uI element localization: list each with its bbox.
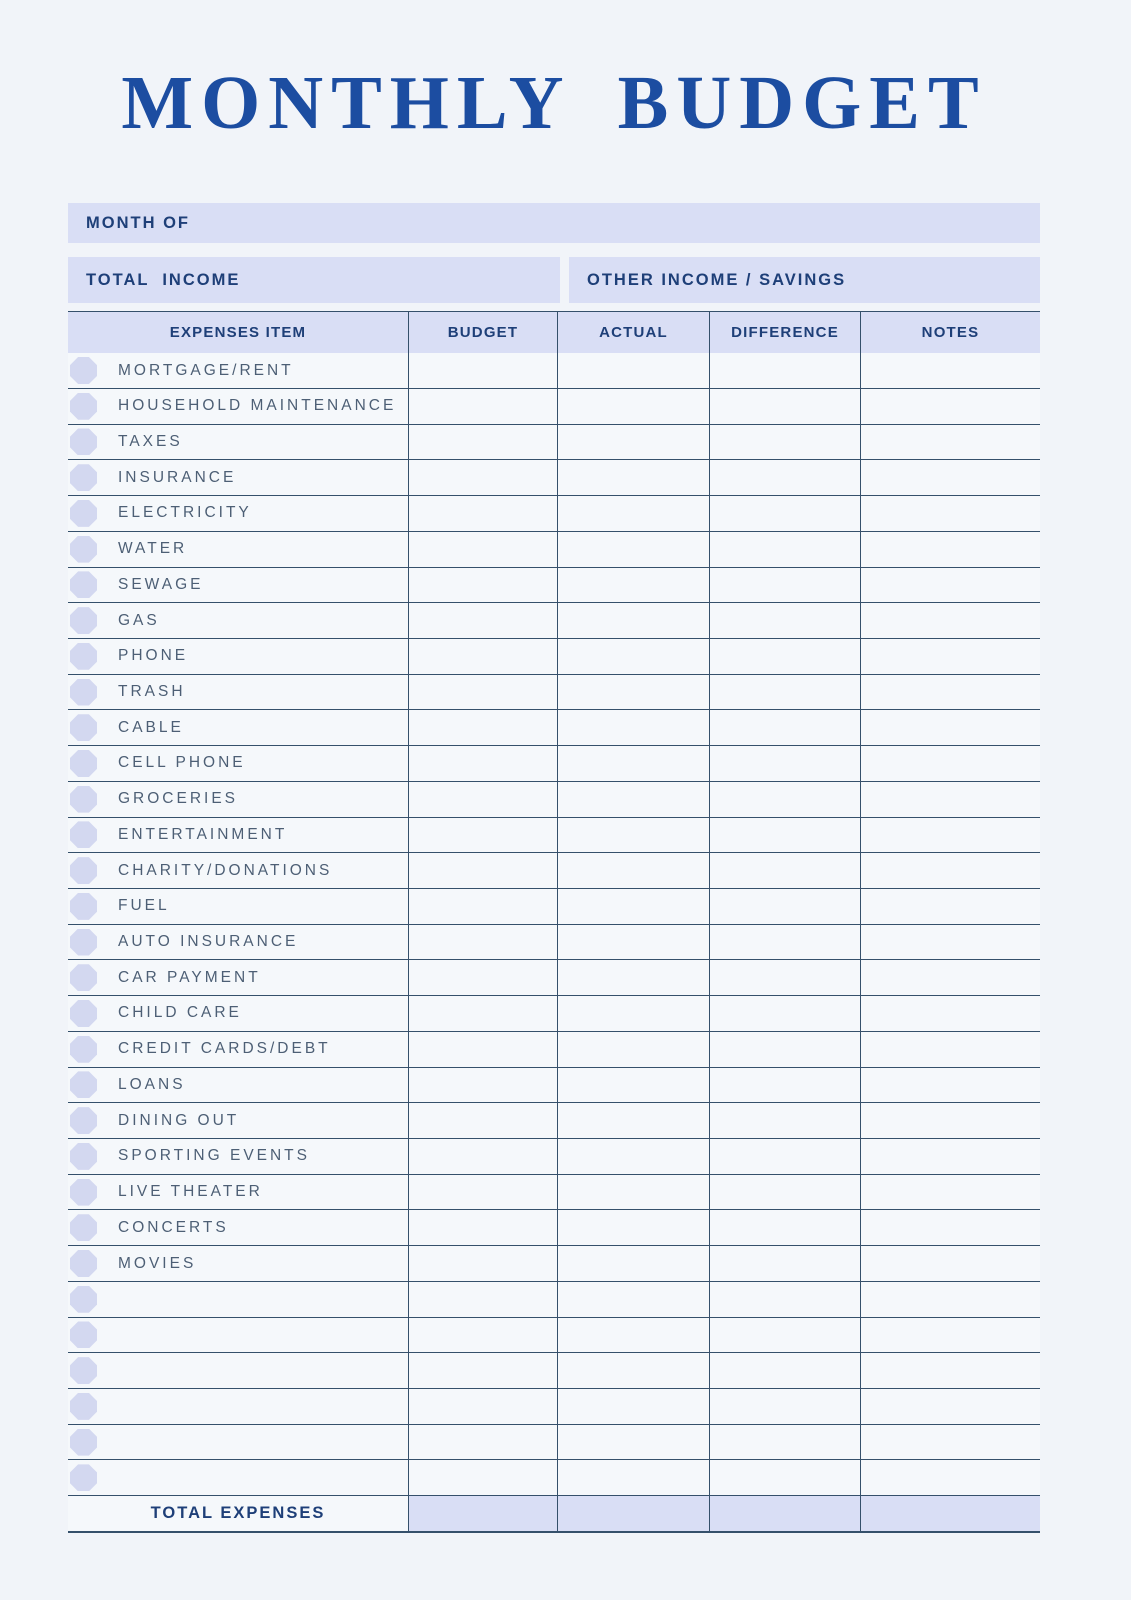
bullet-icon <box>70 357 97 384</box>
expense-item-label: PHONE <box>118 647 189 665</box>
total-difference-cell[interactable] <box>709 1496 860 1531</box>
notes-cell[interactable] <box>860 639 1040 674</box>
difference-cell[interactable] <box>709 1282 860 1317</box>
expense-row <box>68 925 1040 961</box>
budget-cell[interactable] <box>408 496 557 531</box>
difference-cell[interactable] <box>709 639 860 674</box>
expense-item-label: CHILD CARE <box>118 1004 242 1022</box>
notes-cell[interactable] <box>860 782 1040 817</box>
expense-item-label: ELECTRICITY <box>118 504 252 522</box>
expense-item-label: SEWAGE <box>118 575 204 593</box>
actual-cell[interactable] <box>557 496 709 531</box>
other-income-label: OTHER INCOME / SAVINGS <box>587 270 847 289</box>
expense-row <box>68 639 1040 675</box>
difference-cell[interactable] <box>709 1353 860 1388</box>
budget-cell[interactable] <box>408 1460 557 1495</box>
budget-cell[interactable] <box>408 960 557 995</box>
budget-cell[interactable] <box>408 925 557 960</box>
actual-cell[interactable] <box>557 1103 709 1138</box>
bullet-icon <box>70 821 97 848</box>
actual-cell[interactable] <box>557 460 709 495</box>
notes-cell[interactable] <box>860 1175 1040 1210</box>
expense-item-cell <box>68 996 408 1031</box>
budget-cell[interactable] <box>408 1425 557 1460</box>
empty-expense-row <box>68 1460 1040 1496</box>
bullet-icon <box>70 643 97 670</box>
actual-cell[interactable] <box>557 1246 709 1281</box>
budget-cell[interactable] <box>408 675 557 710</box>
bullet-icon <box>70 964 97 991</box>
difference-cell[interactable] <box>709 996 860 1031</box>
bullet-icon <box>70 750 97 777</box>
empty-expense-row <box>68 1353 1040 1389</box>
expense-item-label: GROCERIES <box>118 790 239 808</box>
notes-cell[interactable] <box>860 710 1040 745</box>
expense-row <box>68 853 1040 889</box>
actual-cell[interactable] <box>557 1389 709 1424</box>
actual-cell[interactable] <box>557 675 709 710</box>
expense-row <box>68 1175 1040 1211</box>
expense-item-cell <box>68 818 408 853</box>
budget-cell[interactable] <box>408 1068 557 1103</box>
bullet-icon <box>70 1214 97 1241</box>
expense-item-cell <box>68 353 408 388</box>
bullet-icon <box>70 536 97 563</box>
header-budget: BUDGET <box>408 312 557 353</box>
actual-cell[interactable] <box>557 1068 709 1103</box>
expense-item-cell <box>68 782 408 817</box>
expense-row <box>68 710 1040 746</box>
actual-cell[interactable] <box>557 818 709 853</box>
budget-cell[interactable] <box>408 568 557 603</box>
expense-item-cell <box>68 1175 408 1210</box>
empty-expense-row <box>68 1389 1040 1425</box>
expense-item-label: GAS <box>118 611 160 629</box>
difference-cell[interactable] <box>709 853 860 888</box>
expense-item-cell <box>68 1210 408 1245</box>
budget-cell[interactable] <box>408 746 557 781</box>
difference-cell[interactable] <box>709 568 860 603</box>
expense-item-label: CABLE <box>118 718 184 736</box>
expense-item-cell <box>68 496 408 531</box>
budget-cell[interactable] <box>408 996 557 1031</box>
total-notes-cell[interactable] <box>860 1496 1040 1531</box>
expense-row <box>68 675 1040 711</box>
bullet-icon <box>70 1357 97 1384</box>
budget-cell[interactable] <box>408 782 557 817</box>
expense-item-label: CHARITY/DONATIONS <box>118 861 333 879</box>
expense-item-label: INSURANCE <box>118 468 237 486</box>
expense-row <box>68 818 1040 854</box>
expense-item-cell <box>68 710 408 745</box>
bullet-icon <box>70 929 97 956</box>
actual-cell[interactable] <box>557 425 709 460</box>
bullet-icon <box>70 1321 97 1348</box>
notes-cell[interactable] <box>860 389 1040 424</box>
budget-cell[interactable] <box>408 853 557 888</box>
expense-item-label: LOANS <box>118 1075 186 1093</box>
expense-item-label: TAXES <box>118 432 183 450</box>
page-title: MONTHLY BUDGET <box>121 61 987 145</box>
expense-item-cell <box>68 1139 408 1174</box>
difference-cell[interactable] <box>709 675 860 710</box>
notes-cell[interactable] <box>860 1068 1040 1103</box>
expense-row <box>68 889 1040 925</box>
expense-row <box>68 425 1040 461</box>
difference-cell[interactable] <box>709 1246 860 1281</box>
expense-item-cell <box>68 603 408 638</box>
actual-cell[interactable] <box>557 1353 709 1388</box>
actual-cell[interactable] <box>557 960 709 995</box>
expense-row <box>68 353 1040 389</box>
month-of-field[interactable] <box>68 203 1040 243</box>
difference-cell[interactable] <box>709 1068 860 1103</box>
actual-cell[interactable] <box>557 710 709 745</box>
budget-cell[interactable] <box>408 532 557 567</box>
budget-cell[interactable] <box>408 1210 557 1245</box>
budget-cell[interactable] <box>408 1103 557 1138</box>
expense-item-cell <box>68 746 408 781</box>
actual-cell[interactable] <box>557 1318 709 1353</box>
difference-cell[interactable] <box>709 1210 860 1245</box>
total-income-label: TOTAL INCOME <box>86 270 241 289</box>
bullet-icon <box>70 428 97 455</box>
bullet-icon <box>70 1464 97 1491</box>
expense-row <box>68 532 1040 568</box>
actual-cell[interactable] <box>557 603 709 638</box>
actual-cell[interactable] <box>557 1139 709 1174</box>
actual-cell[interactable] <box>557 1175 709 1210</box>
difference-cell[interactable] <box>709 1103 860 1138</box>
total-expenses-label: TOTAL EXPENSES <box>150 1504 326 1523</box>
expense-item-label: CELL PHONE <box>118 754 246 772</box>
expense-row <box>68 1032 1040 1068</box>
budget-cell[interactable] <box>408 1246 557 1281</box>
notes-cell[interactable] <box>860 1282 1040 1317</box>
expense-row <box>68 782 1040 818</box>
difference-cell[interactable] <box>709 1460 860 1495</box>
budget-cell[interactable] <box>408 639 557 674</box>
notes-cell[interactable] <box>860 1246 1040 1281</box>
expense-row <box>68 1246 1040 1282</box>
budget-cell[interactable] <box>408 1353 557 1388</box>
expense-item-label: DINING OUT <box>118 1111 240 1129</box>
actual-cell[interactable] <box>557 568 709 603</box>
total-income-field[interactable] <box>68 257 560 303</box>
expense-item-cell <box>68 1318 408 1353</box>
notes-cell[interactable] <box>860 496 1040 531</box>
empty-expense-row <box>68 1282 1040 1318</box>
actual-cell[interactable] <box>557 639 709 674</box>
budget-cell[interactable] <box>408 889 557 924</box>
actual-cell[interactable] <box>557 1032 709 1067</box>
bullet-icon <box>70 1036 97 1063</box>
notes-cell[interactable] <box>860 996 1040 1031</box>
expense-row <box>68 960 1040 996</box>
bullet-icon <box>70 1286 97 1313</box>
bullet-icon <box>70 893 97 920</box>
expense-item-label: HOUSEHOLD MAINTENANCE <box>118 397 397 415</box>
expense-row <box>68 1068 1040 1104</box>
bullet-icon <box>70 679 97 706</box>
expense-rows <box>68 353 1040 1496</box>
expense-row <box>68 1210 1040 1246</box>
difference-cell[interactable] <box>709 1318 860 1353</box>
expense-item-cell <box>68 1460 408 1495</box>
expense-item-cell <box>68 1389 408 1424</box>
expense-row <box>68 1103 1040 1139</box>
difference-cell[interactable] <box>709 782 860 817</box>
expense-item-cell <box>68 1068 408 1103</box>
expense-item-cell <box>68 568 408 603</box>
other-income-field[interactable] <box>569 257 1040 303</box>
difference-cell[interactable] <box>709 960 860 995</box>
expense-item-label: LIVE THEATER <box>118 1183 263 1201</box>
expense-item-cell <box>68 1246 408 1281</box>
expenses-table <box>68 311 1040 1533</box>
notes-cell[interactable] <box>860 425 1040 460</box>
expense-item-cell <box>68 1032 408 1067</box>
expense-item-label: AUTO INSURANCE <box>118 933 299 951</box>
header-actual: ACTUAL <box>557 312 709 353</box>
empty-expense-row <box>68 1425 1040 1461</box>
actual-cell[interactable] <box>557 1460 709 1495</box>
budget-cell[interactable] <box>408 425 557 460</box>
budget-cell[interactable] <box>408 1389 557 1424</box>
expense-row <box>68 460 1040 496</box>
difference-cell[interactable] <box>709 603 860 638</box>
expense-item-cell <box>68 925 408 960</box>
notes-cell[interactable] <box>860 853 1040 888</box>
notes-cell[interactable] <box>860 460 1040 495</box>
actual-cell[interactable] <box>557 782 709 817</box>
header-notes: NOTES <box>860 312 1040 353</box>
expense-item-cell <box>68 460 408 495</box>
notes-cell[interactable] <box>860 960 1040 995</box>
income-row <box>68 257 1040 303</box>
notes-cell[interactable] <box>860 746 1040 781</box>
difference-cell[interactable] <box>709 532 860 567</box>
bullet-icon <box>70 1143 97 1170</box>
notes-cell[interactable] <box>860 1032 1040 1067</box>
expense-item-cell <box>68 532 408 567</box>
notes-cell[interactable] <box>860 818 1040 853</box>
budget-cell[interactable] <box>408 389 557 424</box>
budget-cell[interactable] <box>408 710 557 745</box>
actual-cell[interactable] <box>557 853 709 888</box>
actual-cell[interactable] <box>557 746 709 781</box>
budget-cell[interactable] <box>408 353 557 388</box>
expense-item-label: CREDIT CARDS/DEBT <box>118 1040 331 1058</box>
expense-row <box>68 496 1040 532</box>
bullet-icon <box>70 1000 97 1027</box>
notes-cell[interactable] <box>860 1210 1040 1245</box>
bullet-icon <box>70 607 97 634</box>
budget-cell[interactable] <box>408 1032 557 1067</box>
expense-item-label: FUEL <box>118 897 170 915</box>
budget-cell[interactable] <box>408 1318 557 1353</box>
bullet-icon <box>70 1393 97 1420</box>
difference-cell[interactable] <box>709 353 860 388</box>
notes-cell[interactable] <box>860 1425 1040 1460</box>
notes-cell[interactable] <box>860 353 1040 388</box>
budget-cell[interactable] <box>408 603 557 638</box>
expense-item-cell <box>68 425 408 460</box>
difference-cell[interactable] <box>709 1139 860 1174</box>
expense-row <box>68 1139 1040 1175</box>
expense-item-cell <box>68 889 408 924</box>
notes-cell[interactable] <box>860 532 1040 567</box>
bullet-icon <box>70 571 97 598</box>
difference-cell[interactable] <box>709 460 860 495</box>
expense-item-cell <box>68 1425 408 1460</box>
notes-cell[interactable] <box>860 925 1040 960</box>
notes-cell[interactable] <box>860 1318 1040 1353</box>
expense-item-cell <box>68 1353 408 1388</box>
expense-row <box>68 746 1040 782</box>
expense-item-cell <box>68 853 408 888</box>
notes-cell[interactable] <box>860 1353 1040 1388</box>
actual-cell[interactable] <box>557 1210 709 1245</box>
difference-cell[interactable] <box>709 1425 860 1460</box>
header-expenses-item: EXPENSES ITEM <box>169 324 307 342</box>
actual-cell[interactable] <box>557 925 709 960</box>
bullet-icon <box>70 857 97 884</box>
expense-item-label: CONCERTS <box>118 1218 229 1236</box>
total-expenses-label-cell <box>68 1496 408 1531</box>
notes-cell[interactable] <box>860 603 1040 638</box>
total-expenses-row <box>68 1496 1040 1533</box>
budget-cell[interactable] <box>408 1282 557 1317</box>
bullet-icon <box>70 786 97 813</box>
empty-expense-row <box>68 1318 1040 1354</box>
notes-cell[interactable] <box>860 889 1040 924</box>
expense-item-label: MOVIES <box>118 1254 197 1272</box>
expense-item-cell <box>68 675 408 710</box>
month-of-label: MONTH OF <box>86 213 190 232</box>
difference-cell[interactable] <box>709 889 860 924</box>
total-actual-cell[interactable] <box>557 1496 709 1531</box>
expense-item-cell <box>68 639 408 674</box>
actual-cell[interactable] <box>557 353 709 388</box>
expense-item-cell <box>68 389 408 424</box>
notes-cell[interactable] <box>860 568 1040 603</box>
difference-cell[interactable] <box>709 389 860 424</box>
header-difference: DIFFERENCE <box>709 312 860 353</box>
expense-row <box>68 568 1040 604</box>
expense-item-label: TRASH <box>118 683 186 701</box>
bullet-icon <box>70 393 97 420</box>
difference-cell[interactable] <box>709 710 860 745</box>
actual-cell[interactable] <box>557 996 709 1031</box>
table-header-row <box>68 311 1040 353</box>
actual-cell[interactable] <box>557 532 709 567</box>
expense-item-cell <box>68 1282 408 1317</box>
difference-cell[interactable] <box>709 496 860 531</box>
difference-cell[interactable] <box>709 425 860 460</box>
notes-cell[interactable] <box>860 1103 1040 1138</box>
expense-row <box>68 389 1040 425</box>
difference-cell[interactable] <box>709 818 860 853</box>
actual-cell[interactable] <box>557 1282 709 1317</box>
expense-item-cell <box>68 960 408 995</box>
bullet-icon <box>70 714 97 741</box>
expense-row <box>68 996 1040 1032</box>
expense-item-label: SPORTING EVENTS <box>118 1147 310 1165</box>
expense-item-label: WATER <box>118 540 188 558</box>
expense-item-cell <box>68 1103 408 1138</box>
difference-cell[interactable] <box>709 746 860 781</box>
actual-cell[interactable] <box>557 389 709 424</box>
bullet-icon <box>70 1429 97 1456</box>
budget-cell[interactable] <box>408 1139 557 1174</box>
notes-cell[interactable] <box>860 1139 1040 1174</box>
difference-cell[interactable] <box>709 925 860 960</box>
difference-cell[interactable] <box>709 1032 860 1067</box>
bullet-icon <box>70 500 97 527</box>
expense-item-label: ENTERTAINMENT <box>118 825 288 843</box>
bullet-icon <box>70 464 97 491</box>
expense-item-label: MORTGAGE/RENT <box>118 361 294 379</box>
notes-cell[interactable] <box>860 1460 1040 1495</box>
notes-cell[interactable] <box>860 675 1040 710</box>
bullet-icon <box>70 1071 97 1098</box>
budget-cell[interactable] <box>408 1175 557 1210</box>
budget-cell[interactable] <box>408 460 557 495</box>
total-budget-cell[interactable] <box>408 1496 557 1531</box>
actual-cell[interactable] <box>557 1425 709 1460</box>
bullet-icon <box>70 1250 97 1277</box>
expense-row <box>68 603 1040 639</box>
expense-item-label: CAR PAYMENT <box>118 968 261 986</box>
difference-cell[interactable] <box>709 1175 860 1210</box>
difference-cell[interactable] <box>709 1389 860 1424</box>
bullet-icon <box>70 1179 97 1206</box>
budget-cell[interactable] <box>408 818 557 853</box>
notes-cell[interactable] <box>860 1389 1040 1424</box>
actual-cell[interactable] <box>557 889 709 924</box>
bullet-icon <box>70 1107 97 1134</box>
